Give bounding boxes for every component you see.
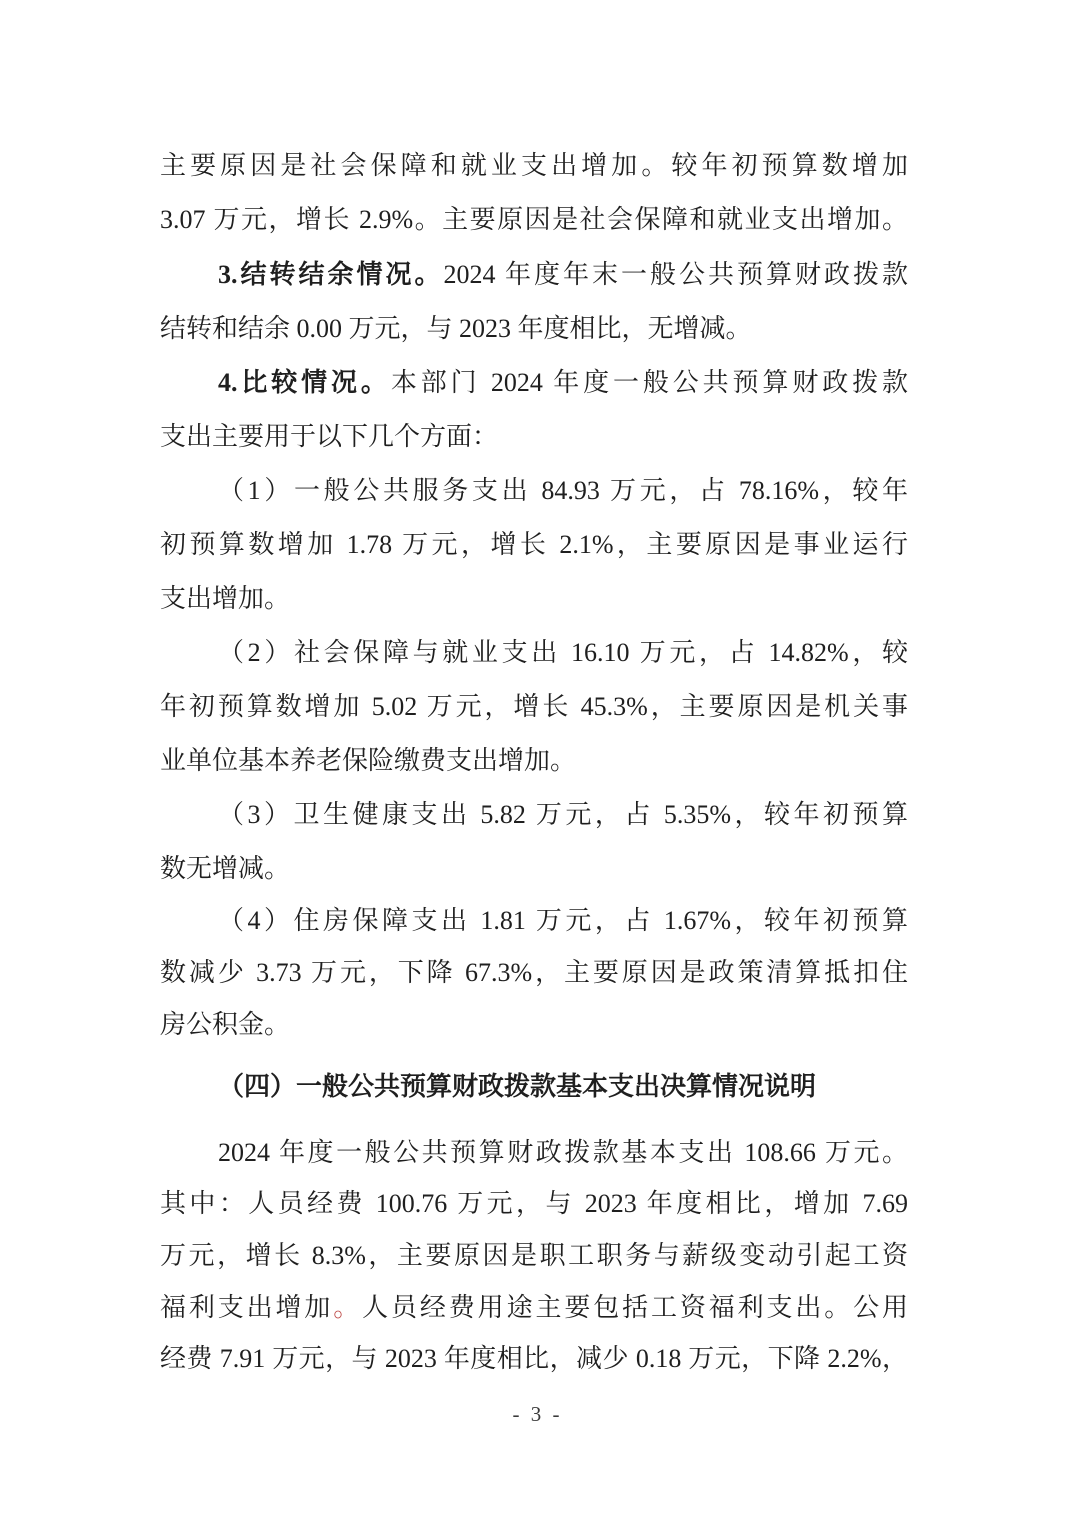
line-text: 2024 年度年末一般公共预算财政拨款 bbox=[443, 260, 908, 289]
text-line bbox=[160, 848, 908, 890]
line-text: 经费 7.91 万元，与 2023 年度相比，减少 0.18 万元，下降 2.2%， bbox=[160, 1344, 908, 1373]
line-text: 结转和结余 0.00 万元，与 2023 年度相比，无增减。 bbox=[160, 314, 752, 343]
line-text: 支出增加。 bbox=[160, 584, 291, 613]
line-text: （1）一般公共服务支出 84.93 万元，占 78.16%，较年 bbox=[218, 476, 908, 505]
line-text: （2）社会保障与就业支出 16.10 万元，占 14.82%，较 bbox=[218, 638, 908, 667]
text-line-section-heading-4 bbox=[160, 362, 908, 404]
text-line bbox=[160, 199, 908, 241]
text-line bbox=[160, 524, 908, 566]
text-line bbox=[160, 308, 908, 350]
heading-text: （四）一般公共预算财政拨款基本支出决算情况说明 bbox=[218, 1072, 817, 1101]
section-heading-4-basic-expenditure bbox=[160, 1066, 908, 1108]
text-line-item-1 bbox=[160, 470, 908, 512]
line-text: 数无增减。 bbox=[160, 854, 291, 883]
text-line bbox=[160, 952, 908, 994]
line-text: （3）卫生健康支出 5.82 万元，占 5.35%，较年初预算 bbox=[218, 800, 908, 829]
line-text: 人员经费用途主要包括工资福利支出。公用 bbox=[362, 1293, 908, 1322]
line-text: 年初预算数增加 5.02 万元，增长 45.3%，主要原因是机关事 bbox=[160, 692, 908, 721]
text-line-section-heading-3 bbox=[160, 254, 908, 296]
text-line-item-4 bbox=[160, 900, 908, 942]
line-text: 数减少 3.73 万元，下降 67.3%，主要原因是政策清算抵扣住 bbox=[160, 958, 908, 987]
text-line bbox=[160, 1183, 908, 1225]
line-text: 其中：人员经费 100.76 万元，与 2023 年度相比，增加 7.69 bbox=[160, 1189, 908, 1218]
line-text: 初预算数增加 1.78 万元，增长 2.1%，主要原因是事业运行 bbox=[160, 530, 908, 559]
page-number: - 3 - bbox=[512, 1402, 563, 1426]
line-text: 主要原因是社会保障和就业支出增加。较年初预算数增加 bbox=[160, 151, 908, 180]
red-period-mark: 。 bbox=[333, 1293, 363, 1322]
line-text: 房公积金。 bbox=[160, 1010, 291, 1039]
line-text: 万元，增长 8.3%，主要原因是职工职务与薪级变动引起工资 bbox=[160, 1241, 908, 1270]
line-text: 福利支出增加 bbox=[160, 1293, 334, 1322]
line-text: （4）住房保障支出 1.81 万元，占 1.67%，较年初预算 bbox=[218, 906, 908, 935]
heading-text: 3.结转结余情况。 bbox=[218, 260, 444, 289]
text-line bbox=[160, 1287, 908, 1329]
text-line bbox=[160, 1338, 908, 1380]
line-text: 支出主要用于以下几个方面： bbox=[160, 422, 499, 451]
text-line bbox=[160, 1004, 908, 1046]
text-line-item-2 bbox=[160, 632, 908, 674]
text-line-item-3 bbox=[160, 794, 908, 836]
text-line bbox=[160, 740, 908, 782]
line-text: 业单位基本养老保险缴费支出增加。 bbox=[160, 746, 577, 775]
line-text: 3.07 万元，增长 2.9%。主要原因是社会保障和就业支出增加。 bbox=[160, 205, 908, 234]
line-text: 本部门 2024 年度一般公共预算财政拨款 bbox=[390, 368, 908, 397]
text-line bbox=[160, 578, 908, 620]
line-text: 2024 年度一般公共预算财政拨款基本支出 108.66 万元。 bbox=[218, 1138, 908, 1167]
text-line bbox=[160, 1132, 908, 1174]
text-line bbox=[160, 416, 908, 458]
text-line bbox=[160, 686, 908, 728]
text-line bbox=[160, 145, 908, 187]
heading-text: 4.比较情况。 bbox=[218, 368, 391, 397]
text-line bbox=[160, 1235, 908, 1277]
